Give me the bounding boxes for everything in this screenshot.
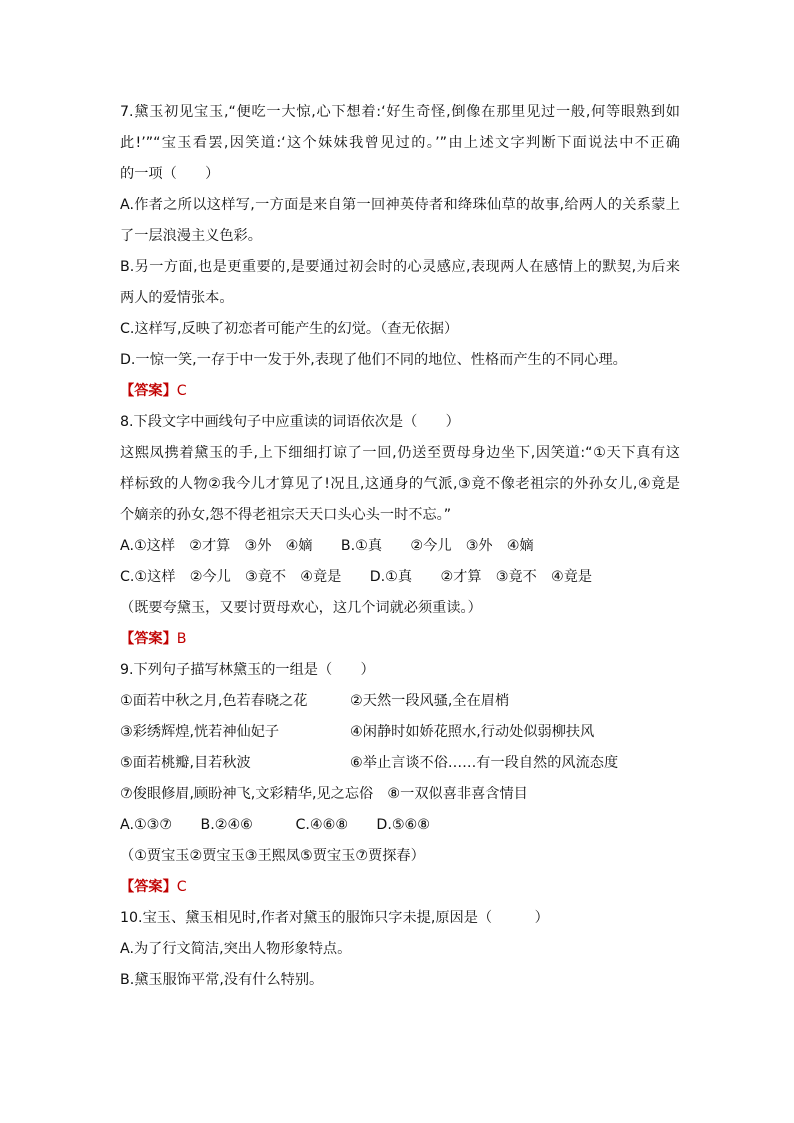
explanation-note: （既要夸黛玉，又要讨贾母欢心，这几个词就必须重读。） [120, 600, 482, 616]
question-7 [120, 97, 680, 407]
option-a-line: 了一层浪漫主义色彩。 [120, 228, 262, 244]
option-a-line: A.为了行文简洁,突出人物形象特点。 [120, 941, 352, 957]
option-b-line: B.黛玉服饰平常,没有什么特别。 [120, 972, 324, 988]
option-c-line: C.这样写,反映了初恋者可能产生的幻觉。（查无依据） [120, 321, 459, 337]
option-b-line: B.另一方面,也是更重要的,是要通过初会时的心灵感应,表现两人在感情上的默契,为后来 [120, 259, 680, 275]
sentence-items-line: ③彩绣辉煌,恍若神仙妃子 ④闲静时如娇花照水,行动处似弱柳扶风 [120, 724, 595, 740]
explanation-note: （①贾宝玉②贾宝玉③王熙凤⑤贾宝玉⑦贾探春） [120, 848, 425, 864]
sentence-items-line: ⑦俊眼修眉,顾盼神飞,文彩精华,见之忘俗 ⑧一双似喜非喜含情目 [120, 786, 528, 802]
option-d-line: D.一惊一笑,一存于中一发于外,表现了他们不同的地位、性格而产生的不同心理。 [120, 352, 627, 368]
options-line: A.①③⑦ B.②④⑥ C.④⑥⑧ D.⑤⑥⑧ [120, 817, 430, 833]
answer-label: 【答案】 [120, 879, 177, 895]
answer-label: 【答案】 [120, 383, 177, 399]
answer-label: 【答案】 [120, 631, 177, 647]
question-list [120, 97, 680, 996]
question-stem-line: 的一项（ ） [120, 166, 220, 182]
question-stem-line: 9.下列句子描写林黛玉的一组是（ ） [120, 662, 375, 678]
question-stem-line: 此!’”“宝玉看罢,因笑道:‘这个妹妹我曾见过的。’”由上述文字判断下面说法中不正确 [120, 135, 680, 151]
answer-line [120, 376, 680, 407]
passage-line: 这熙凤携着黛玉的手,上下细细打谅了一回,仍送至贾母身边坐下,因笑道:“①天下真有这 [120, 445, 680, 461]
question-8 [120, 407, 680, 655]
sentence-items-line: ①面若中秋之月,色若春晓之花 ②天然一段风骚,全在眉梢 [120, 693, 510, 709]
answer-line [120, 872, 680, 903]
answer-value: B [176, 631, 187, 647]
sentence-items-line: ⑤面若桃瓣,目若秋波 ⑥举止言谈不俗……有一段自然的风流态度 [120, 755, 619, 771]
question-10 [120, 903, 680, 996]
options-line: A.①这样 ②才算 ③外 ④嫡 B.①真 ②今儿 ③外 ④嫡 [120, 538, 534, 554]
passage-line: 个嫡亲的孙女,怨不得老祖宗天天口头心头一时不忘。” [120, 507, 452, 523]
answer-value: C [176, 879, 187, 895]
question-9 [120, 655, 680, 903]
answer-value: C [176, 383, 187, 399]
option-a-line: A.作者之所以这样写,一方面是来自第一回神英侍者和绛珠仙草的故事,给两人的关系蒙上 [120, 197, 680, 213]
answer-line [120, 624, 680, 655]
options-line: C.①这样 ②今儿 ③竟不 ④竟是 D.①真 ②才算 ③竟不 ④竟是 [120, 569, 593, 585]
question-stem-line: 8.下段文字中画线句子中应重读的词语依次是（ ） [120, 414, 460, 430]
option-b-line: 两人的爱情张本。 [120, 290, 234, 306]
question-stem-line: 10.宝玉、黛玉相见时,作者对黛玉的服饰只字未提,原因是（ ） [120, 910, 549, 926]
question-stem-line: 7.黛玉初见宝玉,“便吃一大惊,心下想着:‘好生奇怪,倒像在那里见过一般,何等眼熟到如 [120, 104, 680, 120]
passage-line: 样标致的人物②我今儿才算见了!况且,这通身的气派,③竟不像老祖宗的外孙女儿,④竟是 [120, 476, 680, 492]
